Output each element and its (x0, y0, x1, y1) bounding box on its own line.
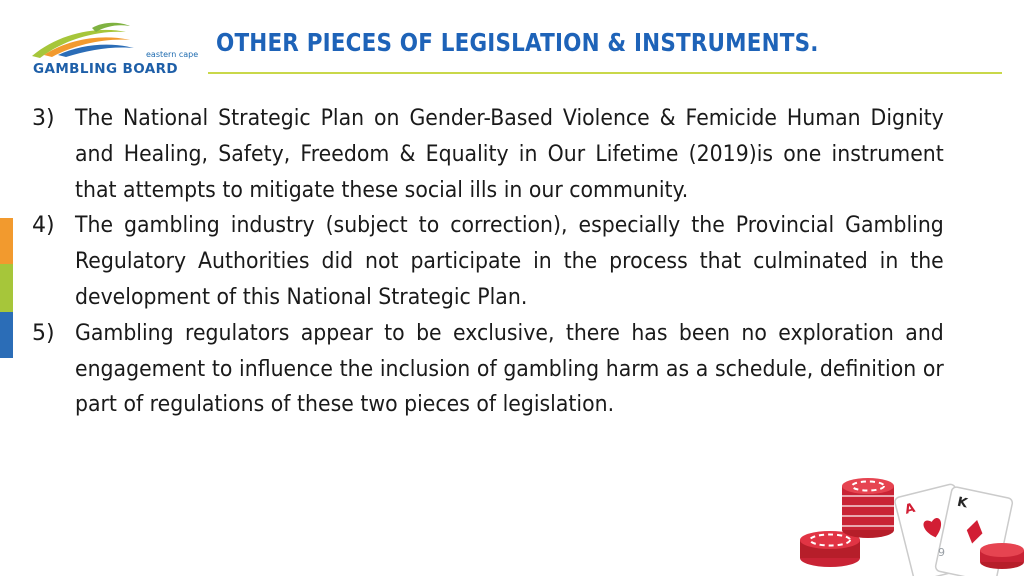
gambling-board-logo (30, 22, 202, 80)
list-item (32, 101, 944, 208)
side-accent-green (0, 264, 13, 312)
list-item-number: 3) (32, 106, 55, 131)
legislation-list (32, 101, 944, 423)
list-item-text: Gambling regulators appear to be exclusive, there has been no exploration and engagement to influence the inclusion of gambling harm as a schedule, definition or part of regulations of these two pieces of legislation. (75, 320, 944, 418)
side-accent-orange (0, 218, 13, 264)
list-item-number: 5) (32, 320, 55, 346)
side-accent-blue (0, 312, 13, 358)
title-underline (208, 72, 1002, 74)
logo-wordmark: GAMBLING BOARD (33, 61, 179, 77)
list-item (32, 316, 944, 423)
svg-text:K: K (955, 494, 969, 512)
list-item-text: The gambling industry (subject to correction), especially the Provincial Gambling Regulatory Authorities did not participate in the process that culminated in the development of this National Strategic Plan. (75, 213, 944, 310)
logo-subtitle: eastern cape (146, 50, 199, 59)
page-number: 9 (938, 546, 945, 559)
page-title: OTHER PIECES OF LEGISLATION & INSTRUMENTS. (216, 28, 819, 57)
casino-chips-and-cards-icon (790, 440, 1024, 576)
list-item (32, 208, 944, 315)
list-item-number: 4) (32, 213, 55, 239)
logo-swoosh-icon (30, 22, 150, 66)
svg-text:A: A (903, 500, 917, 518)
list-item-text: The National Strategic Plan on Gender-Based Violence & Femicide Human Dignity and Healing, Safety, Freedom & Equality in Our Lifetime (2019)is one instrument that attempts to mitigate these social ills in our community. (75, 106, 944, 203)
